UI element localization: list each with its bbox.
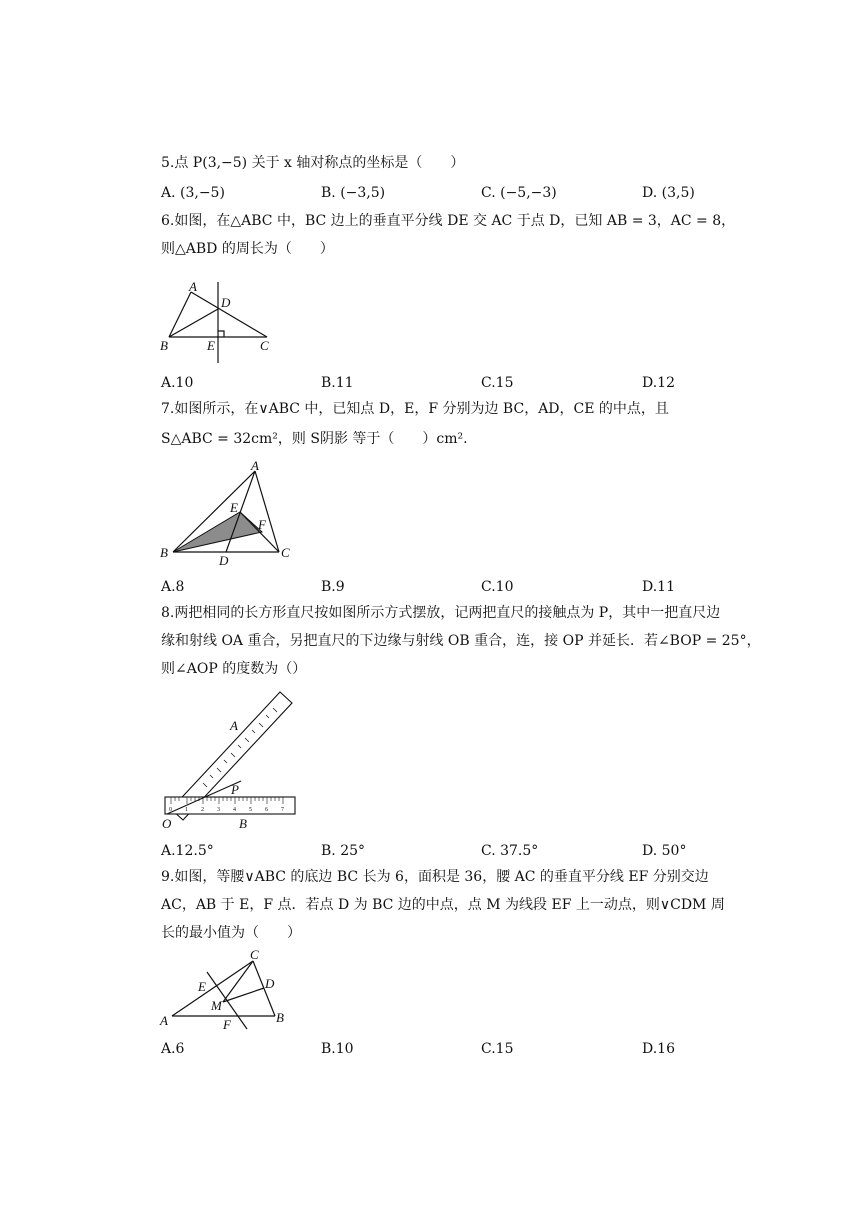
q6-label-a: A xyxy=(189,279,197,294)
q9-option-c: C.15 xyxy=(481,1041,514,1057)
q8-figure xyxy=(155,684,305,834)
q9-stem-line-3: 长的最小值为（ ） xyxy=(161,925,301,941)
q8-stem-line-3: 则∠AOP 的度数为（） xyxy=(161,661,307,677)
q8-ruler-tick-6: 6 xyxy=(265,807,268,813)
q8-label-p: P xyxy=(231,782,239,797)
q9-option-a: A.6 xyxy=(161,1041,185,1057)
q8-ruler-tick-4: 4 xyxy=(233,807,236,813)
q7-option-c: C.10 xyxy=(481,579,514,595)
q8-option-c: C. 37.5° xyxy=(481,843,539,859)
q5-option-c: C. (−5,−3) xyxy=(481,185,557,201)
q7-stem-line-2: S△ABC = 32cm²，则 S阴影 等于（ ）cm². xyxy=(161,431,468,447)
q9-line-md xyxy=(223,988,264,1002)
q5-option-d: D. (3,5) xyxy=(642,185,695,201)
q8-label-o: O xyxy=(162,816,172,831)
q7-label-d: D xyxy=(219,553,229,568)
q6-option-a: A.10 xyxy=(161,375,194,391)
q7-option-b: B.9 xyxy=(321,579,345,595)
q6-option-b: B.11 xyxy=(321,375,354,391)
q9-label-e: E xyxy=(198,979,206,994)
q8-option-b: B. 25° xyxy=(321,843,366,859)
q7-stem-line-1: 7.如图所示，在∨ABC 中，已知点 D，E，F 分别为边 BC，AD，CE 的中点，且 xyxy=(161,401,669,417)
q6-stem-line-2: 则△ABD 的周长为（ ） xyxy=(161,241,334,257)
q6-option-d: D.12 xyxy=(642,375,675,391)
q6-right-angle-mark xyxy=(218,331,224,337)
q8-stem-line-2: 缘和射线 OA 重合，另把直尺的下边缘与射线 OB 重合，连，接 OP 并延长．若∠BOP = 25°， xyxy=(161,633,761,649)
q5-option-a: A. (3,−5) xyxy=(161,185,225,201)
q9-stem-line-2: AC，AB 于 E，F 点．若点 D 为 BC 边的中点，点 M 为线段 EF 上一动点，则∨CDM 周 xyxy=(161,897,725,913)
q7-option-d: D.11 xyxy=(642,579,675,595)
q7-shaded-triangle xyxy=(173,512,262,552)
q6-option-c: C.15 xyxy=(481,375,514,391)
q9-figure xyxy=(155,946,295,1036)
q9-label-a: A xyxy=(160,1013,168,1028)
q6-label-b: B xyxy=(160,338,168,353)
q8-label-b: B xyxy=(239,816,247,831)
q9-line-cm xyxy=(223,961,253,1002)
q9-label-b: B xyxy=(276,1010,284,1025)
q9-stem-line-1: 9.如图，等腰∨ABC 的底边 BC 长为 6，面积是 36，腰 AC 的垂直平分线 EF 分别交边 xyxy=(161,869,709,885)
q8-label-a: A xyxy=(230,718,238,733)
q5-option-b: B. (−3,5) xyxy=(321,185,386,201)
q9-label-c: C xyxy=(250,947,259,962)
q8-ruler-tick-7: 7 xyxy=(281,807,284,813)
q8-stem-line-1: 8.两把相同的长方形直尺按如图所示方式摆放，记两把直尺的接触点为 P，其中一把直尺边 xyxy=(161,605,721,621)
q5-stem-line-1: 5.点 P(3,−5) 关于 x 轴对称点的坐标是（ ） xyxy=(161,155,465,171)
q7-label-a: A xyxy=(251,458,259,473)
q8-ruler-tick-2: 2 xyxy=(201,807,204,813)
q8-ruler-tick-0: 0 xyxy=(169,807,172,813)
q8-ruler-tick-3: 3 xyxy=(217,807,220,813)
q6-figure xyxy=(155,270,285,365)
q8-option-d: D. 50° xyxy=(642,843,687,859)
q9-label-f: F xyxy=(223,1017,231,1032)
q6-label-c: C xyxy=(260,338,269,353)
q7-label-e: E xyxy=(230,500,238,515)
q7-option-a: A.8 xyxy=(161,579,185,595)
q9-option-d: D.16 xyxy=(642,1041,675,1057)
q7-label-c: C xyxy=(281,545,290,560)
q7-label-f: F xyxy=(258,517,266,532)
q9-option-b: B.10 xyxy=(321,1041,354,1057)
q9-label-d: D xyxy=(265,976,275,991)
q6-label-e: E xyxy=(207,338,215,353)
q6-stem-line-1: 6.如图，在△ABC 中，BC 边上的垂直平分线 DE 交 AC 于点 D，已知 AB = 3，AC = 8， xyxy=(161,213,736,229)
q8-option-a: A.12.5° xyxy=(161,843,214,859)
q9-label-m: M xyxy=(211,998,222,1013)
q8-ruler-tick-1: 1 xyxy=(185,807,188,813)
q7-label-b: B xyxy=(160,545,168,560)
q8-ruler-tick-5: 5 xyxy=(249,807,252,813)
q6-label-d: D xyxy=(221,295,231,310)
q7-figure xyxy=(155,458,300,573)
